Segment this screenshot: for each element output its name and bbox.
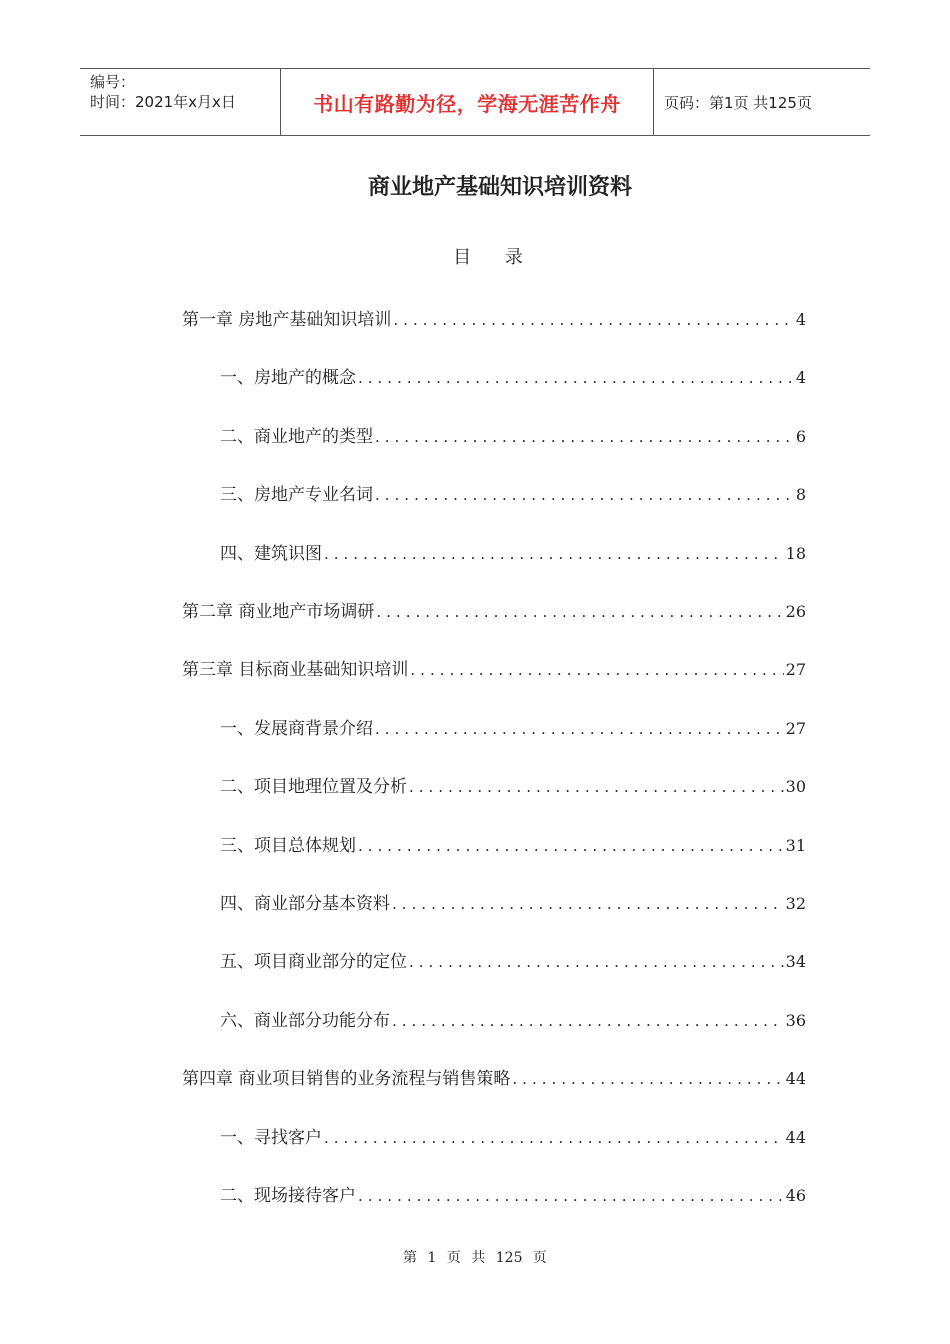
document-title: 商业地产基础知识培训资料 [367,175,632,200]
toc-entry-label: 二、项目地理位置及分析 [220,777,407,797]
toc-dot-leader [512,1070,783,1088]
toc-entry-label: 一、房地产的概念 [220,368,356,388]
toc-entry-label: 四、商业部分基本资料 [220,894,390,914]
toc-entry-page-number: 46 [785,1186,806,1205]
toc-entry[interactable] [220,1006,806,1031]
toc-dot-leader [375,428,794,446]
toc-entry-page-number: 27 [785,660,806,679]
toc-dot-leader [358,837,784,855]
header-motto: 书山有路勤为径，学海无涯苦作舟 [281,69,654,135]
toc-dot-leader [358,369,794,387]
toc-entry-label: 三、项目总体规划 [220,836,356,856]
toc-dot-leader [358,1187,784,1205]
toc-entry-page-number: 4 [795,368,806,387]
toc-entry-label: 三、房地产专业名词 [220,485,373,505]
toc-dot-leader [324,1129,784,1147]
toc-entry-label: 六、商业部分功能分布 [220,1011,390,1031]
header-page-info: 页码：第1页 共125页 [664,93,812,112]
toc-entry-label: 二、现场接待客户 [220,1186,356,1206]
toc-entry[interactable] [220,422,806,447]
page-header [80,68,870,136]
toc-entry[interactable] [220,363,806,388]
toc-dot-leader [375,486,794,504]
toc-heading: 目 录 [453,247,537,268]
toc-dot-leader [409,953,784,971]
toc-entry-page-number: 6 [795,427,806,446]
toc-entry[interactable] [220,947,806,972]
toc-entry-label: 二、商业地产的类型 [220,427,373,447]
document-number-label: 编号： [90,73,136,91]
toc-entry-label: 五、项目商业部分的定位 [220,952,407,972]
toc-entry[interactable] [182,305,806,330]
toc-entry[interactable] [220,1123,806,1148]
toc-entry[interactable] [220,889,806,914]
toc-entry-label: 第四章 商业项目销售的业务流程与销售策略 [182,1069,511,1089]
toc-entry-label: 第一章 房地产基础知识培训 [182,310,392,330]
toc-entry-label: 第三章 目标商业基础知识培训 [182,660,409,680]
toc-entry-label: 四、建筑识图 [220,544,322,564]
toc-dot-leader [392,1012,784,1030]
toc-dot-leader [324,545,784,563]
toc-entry-page-number: 34 [785,952,806,971]
toc-entry[interactable] [182,1064,806,1089]
toc-entry-page-number: 36 [785,1011,806,1030]
page-footer: 第 1 页 共 125 页 [403,1250,547,1266]
toc-entry-page-number: 44 [785,1128,806,1147]
toc-entry-page-number: 27 [785,719,806,738]
toc-entry-label: 一、寻找客户 [220,1128,322,1148]
toc-entry[interactable] [220,1181,806,1206]
toc-entry-page-number: 18 [785,544,806,563]
toc-dot-leader [393,311,793,329]
toc-entry[interactable] [220,714,806,739]
toc-entry[interactable] [220,539,806,564]
toc-entry[interactable] [182,655,806,680]
toc-entry[interactable] [182,597,806,622]
toc-entry-label: 第二章 商业地产市场调研 [182,602,375,622]
toc-entry-page-number: 32 [785,894,806,913]
toc-entry-page-number: 30 [785,777,806,796]
toc-entry[interactable] [220,772,806,797]
toc-dot-leader [376,603,783,621]
toc-dot-leader [375,720,784,738]
toc-dot-leader [410,661,783,679]
toc-dot-leader [409,778,784,796]
toc-entry-page-number: 31 [785,836,806,855]
toc-entry-page-number: 4 [795,310,806,329]
toc-entry-page-number: 8 [795,485,806,504]
toc-entry[interactable] [220,831,806,856]
toc-entry-page-number: 44 [785,1069,806,1088]
header-meta [80,69,281,135]
document-date-label: 时间：2021年x月x日 [90,93,236,111]
toc-entry[interactable] [220,480,806,505]
toc-dot-leader [392,895,784,913]
toc-entry-label: 一、发展商背景介绍 [220,719,373,739]
toc-entry-page-number: 26 [785,602,806,621]
